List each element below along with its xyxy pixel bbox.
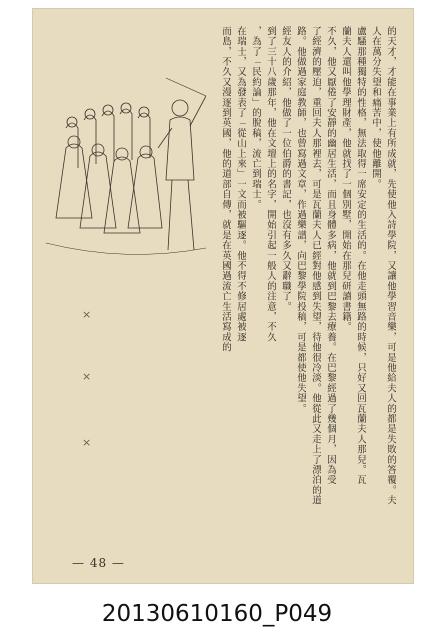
text-column: ，為了「民約論」的脫稿，流亡到瑞士。: [250, 26, 261, 210]
text-column: 蘭夫人還叫他學理財產，他就找了一個別墅，開始在那兒研讀書籍。: [340, 26, 351, 332]
text-column: 路。他做過家庭教師，也曾寫過文章，作過樂譜，向巴黎學院投稿，可是都使他失望。: [295, 26, 306, 414]
page-number: — 48 —: [72, 556, 125, 570]
margin-marks: [82, 308, 102, 548]
text-column: 人在萬分失望和痛苦中，使他離開。: [370, 26, 381, 190]
image-caption: 20130610160_P049: [101, 601, 333, 627]
margin-mark: ×: [82, 370, 92, 383]
text-column: 不久，他又厭倦了安靜的幽居生活，而且身體多病，他就到巴黎去療養。在巴黎經過了幾個月，因為受: [325, 26, 336, 485]
text-column: 到了三十八歲那年，他在文壇上的名字，開始引起一般人的注意，不久: [265, 26, 276, 343]
margin-mark: ×: [82, 308, 92, 321]
book-page: [32, 8, 414, 584]
text-column: 而島，不久又漫逐到英國，他的道部自傳，就是在英國過流亡生活寫成的: [220, 26, 231, 353]
text-column: 盧騷那種獨特的性格，無法取得一席安定的生活的。在他走頭無路的時候，只好又回瓦蘭夫人那兒。瓦: [355, 26, 366, 485]
margin-mark: ×: [82, 436, 92, 449]
text-column: 的天才，才能在事業上有所成就，先使他入詩學院，又讓他學習音樂，可是他給夫人的都是失敗的答覆。夫: [385, 26, 396, 506]
text-column: 經友人的介紹，他做了一位伯爵的書記，也沒有多久又辭職了。: [280, 26, 291, 312]
text-column: 了經濟的壓迫，重回夫人那裡去，可是瓦蘭夫人已經對他感到失望，待他很冷淡。他從此又走上了漂泊的道: [310, 26, 321, 506]
text-column: 在瑞士，又為發表了「從山上來」一文而被驅逐。他不得不修居處被逐: [235, 26, 246, 343]
vertical-text-block: [210, 26, 396, 538]
choir-conductor-illustration: [46, 68, 206, 278]
